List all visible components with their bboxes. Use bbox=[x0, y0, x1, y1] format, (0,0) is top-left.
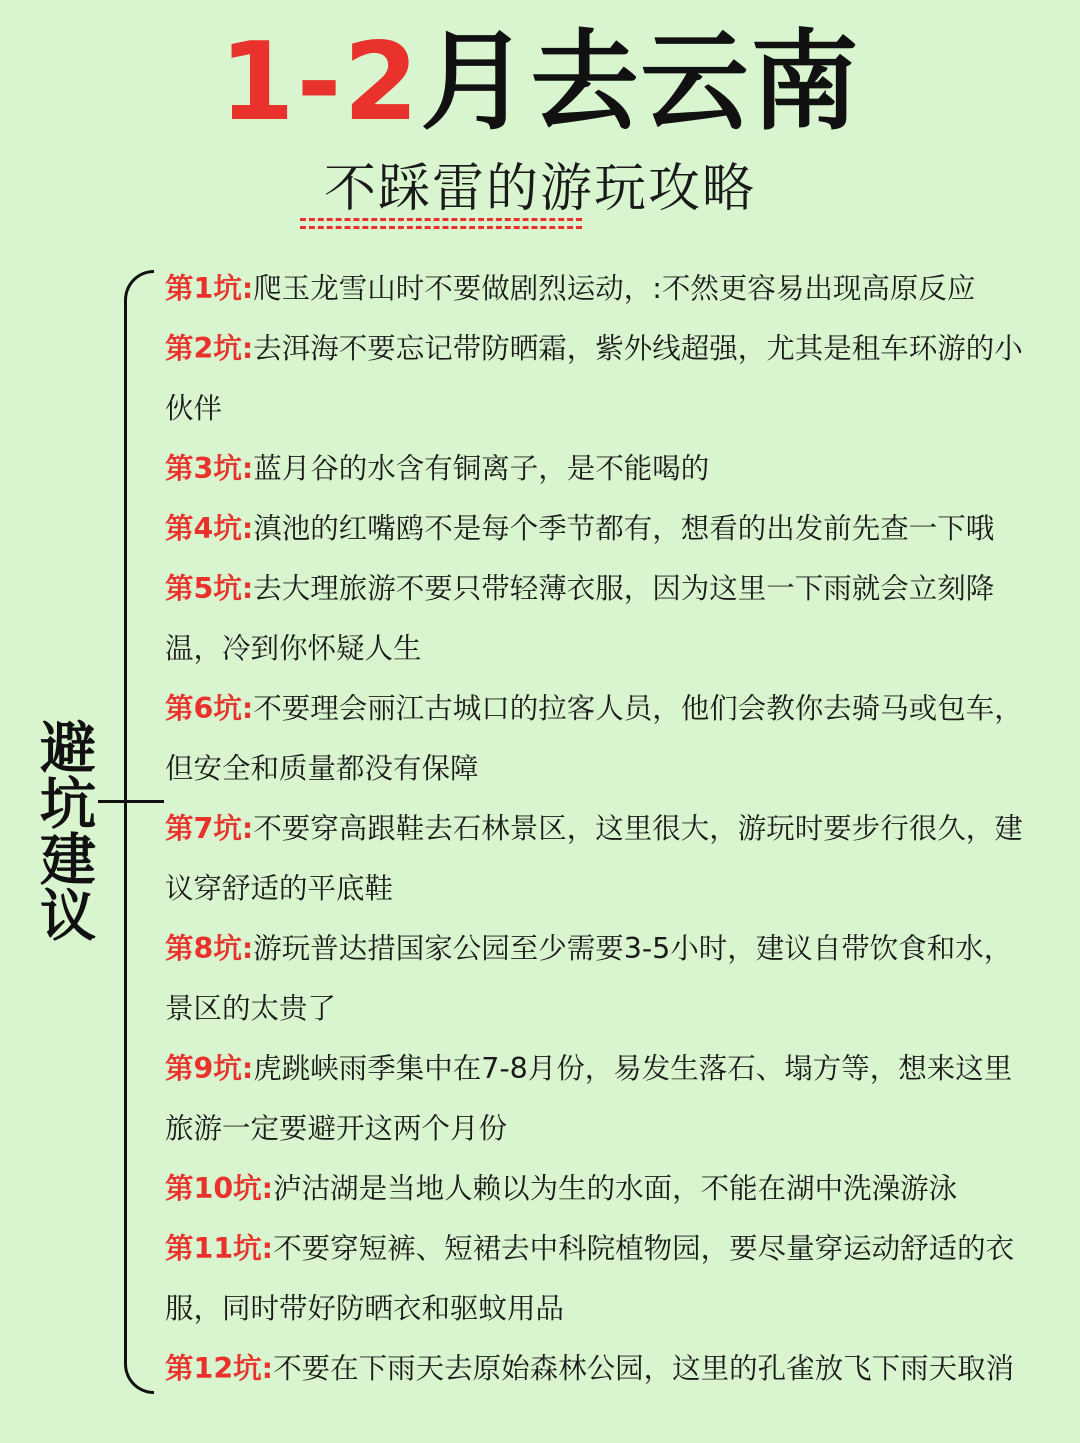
tip-item bbox=[165, 259, 1077, 319]
tips-list bbox=[165, 259, 1077, 1399]
tip-text: 不要穿高跟鞋去石林景区，这里很大，游玩时要步行很久，建 bbox=[253, 812, 1023, 845]
tip-number: 第12坑: bbox=[165, 1352, 274, 1385]
tip-text: 游玩普达措国家公园至少需要3-5小时，建议自带饮食和水， bbox=[253, 932, 1013, 965]
tip-item bbox=[165, 679, 1077, 739]
tip-item bbox=[165, 499, 1077, 559]
tip-item bbox=[165, 799, 1077, 859]
tip-text: 服，同时带好防晒衣和驱蚊用品 bbox=[165, 1292, 565, 1325]
tip-item bbox=[165, 1039, 1077, 1099]
tip-text: 不要在下雨天去原始森林公园，这里的孔雀放飞下雨天取消 bbox=[273, 1352, 1015, 1385]
tip-number: 第11坑: bbox=[165, 1232, 274, 1265]
subtitle: 不踩雷的游玩攻略 bbox=[323, 159, 756, 219]
tip-item-continuation bbox=[165, 379, 1077, 439]
tip-text: 议穿舒适的平底鞋 bbox=[165, 872, 394, 905]
tip-item bbox=[165, 1219, 1077, 1279]
tip-number: 第3坑: bbox=[165, 452, 254, 485]
tip-text: 不要理会丽江古城口的拉客人员，他们会教你去骑马或包车， bbox=[253, 692, 1023, 725]
tip-number: 第10坑: bbox=[165, 1172, 274, 1205]
tip-number: 第6坑: bbox=[165, 692, 254, 725]
tip-item-continuation bbox=[165, 619, 1077, 679]
tip-number: 第1坑: bbox=[165, 272, 254, 305]
tip-item bbox=[165, 1159, 1077, 1219]
tip-item-continuation bbox=[165, 859, 1077, 919]
tip-number: 第2坑: bbox=[165, 332, 254, 365]
tip-number: 第4坑: bbox=[165, 512, 254, 545]
subtitle-underline bbox=[300, 218, 582, 221]
tip-number: 第7坑: bbox=[165, 812, 254, 845]
title bbox=[0, 18, 1080, 148]
tip-item bbox=[165, 319, 1077, 379]
tip-text: 景区的太贵了 bbox=[165, 992, 337, 1025]
tip-text: 滇池的红嘴鸥不是每个季节都有，想看的出发前先查一下哦 bbox=[253, 512, 995, 545]
tip-number: 第9坑: bbox=[165, 1052, 254, 1085]
tip-text: 但安全和质量都没有保障 bbox=[165, 752, 479, 785]
tip-text: 去大理旅游不要只带轻薄衣服，因为这里一下雨就会立刻降 bbox=[253, 572, 995, 605]
tip-text: 蓝月谷的水含有铜离子，是不能喝的 bbox=[253, 452, 710, 485]
subtitle-underline-2 bbox=[300, 226, 582, 229]
tip-text: 虎跳峡雨季集中在7-8月份，易发生落石、塌方等，想来这里 bbox=[253, 1052, 1013, 1085]
bracket-connector bbox=[98, 800, 164, 803]
tip-item bbox=[165, 559, 1077, 619]
tip-text: 去洱海不要忘记带防晒霜，紫外线超强，尤其是租车环游的小 bbox=[253, 332, 1023, 365]
title-destination: 月去云南 bbox=[420, 20, 861, 145]
tip-item-continuation bbox=[165, 1099, 1077, 1159]
tip-text: 不要穿短裤、短裙去中科院植物园，要尽量穿运动舒适的衣 bbox=[273, 1232, 1015, 1265]
tip-item-continuation bbox=[165, 1279, 1077, 1339]
tip-item bbox=[165, 1339, 1077, 1399]
tip-text: 爬玉龙雪山时不要做剧烈运动，:不然更容易出现高原反应 bbox=[253, 272, 976, 305]
tip-item bbox=[165, 439, 1077, 499]
tip-item bbox=[165, 919, 1077, 979]
tip-text: 温，冷到你怀疑人生 bbox=[165, 632, 422, 665]
tip-text: 旅游一定要避开这两个月份 bbox=[165, 1112, 508, 1145]
tip-number: 第8坑: bbox=[165, 932, 254, 965]
tip-number: 第5坑: bbox=[165, 572, 254, 605]
bracket bbox=[124, 270, 154, 1394]
title-range: 1-2 bbox=[219, 20, 421, 145]
tip-item-continuation bbox=[165, 739, 1077, 799]
tip-text: 伙伴 bbox=[165, 392, 223, 425]
tip-text: 泸沽湖是当地人赖以为生的水面，不能在湖中洗澡游泳 bbox=[273, 1172, 958, 1205]
side-label: 避坑建议 bbox=[31, 718, 96, 942]
tip-item-continuation bbox=[165, 979, 1077, 1039]
